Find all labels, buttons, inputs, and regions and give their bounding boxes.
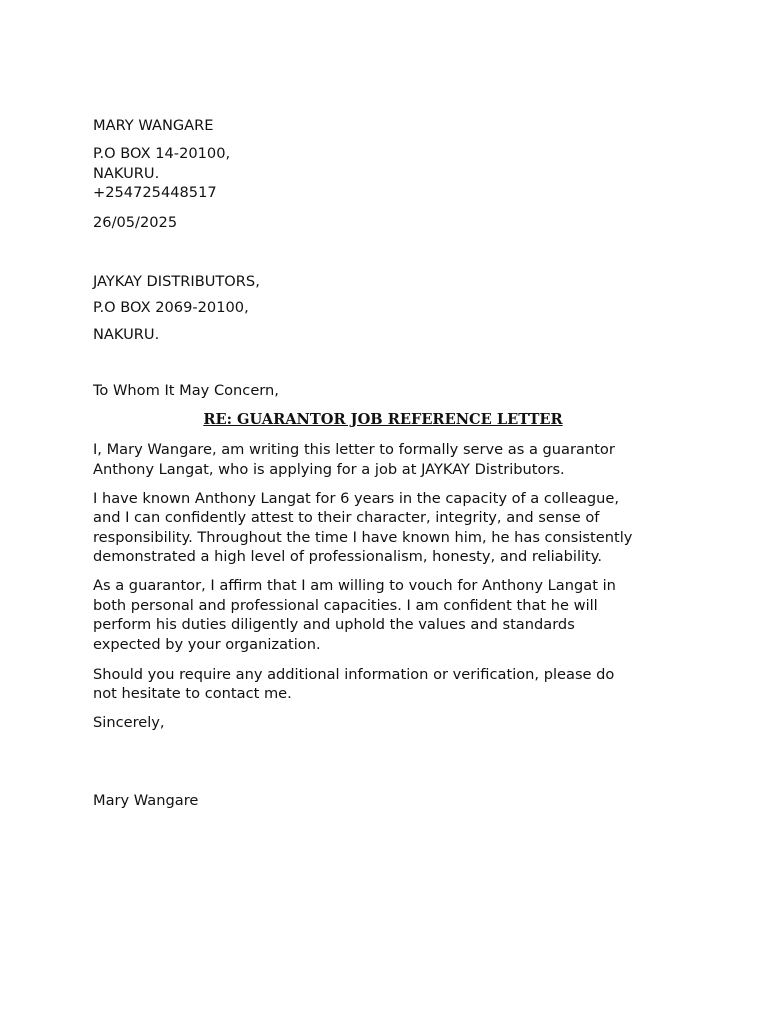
closing: Sincerely, — [93, 714, 165, 731]
paragraph-line: I, Mary Wangare, am writing this letter to formally serve as a guarantor — [93, 441, 615, 458]
sender-address-line2: NAKURU. — [93, 164, 160, 182]
recipient-name: JAYKAY DISTRIBUTORS, — [93, 272, 260, 290]
paragraph-line: expected by your organization. — [93, 635, 321, 653]
body-paragraph-3 — [93, 576, 673, 654]
letter-date: 26/05/2025 — [93, 213, 178, 231]
paragraph-line: responsibility. Throughout the time I have known him, he has consistently — [93, 528, 633, 546]
paragraph-line: and I can confidently attest to their character, integrity, and sense of — [93, 509, 600, 527]
body-paragraph-1 — [93, 440, 673, 479]
paragraph-line: As a guarantor, I affirm that I am willing to vouch for Anthony Langat in — [93, 577, 616, 594]
sender-address-line1: P.O BOX 14-20100, — [93, 145, 231, 162]
paragraph-line: both personal and professional capacities. I am confident that he will — [93, 596, 598, 614]
sender-name: MARY WANGARE — [93, 117, 214, 134]
recipient-address-line1: P.O BOX 2069-20100, — [93, 299, 249, 316]
signature-name: Mary Wangare — [93, 792, 199, 809]
paragraph-line: demonstrated a high level of professionalism, honesty, and reliability. — [93, 548, 602, 566]
recipient-address-line2: NAKURU. — [93, 326, 160, 343]
subject-heading: RE: GUARANTOR JOB REFERENCE LETTER — [203, 411, 563, 428]
paragraph-line: Anthony Langat, who is applying for a job at JAYKAY Distributors. — [93, 460, 565, 478]
paragraph-line: I have known Anthony Langat for 6 years in the capacity of a colleague, — [93, 489, 620, 507]
body-paragraph-4 — [93, 665, 673, 704]
paragraph-line: perform his duties diligently and uphold the values and standards — [93, 616, 575, 634]
salutation: To Whom It May Concern, — [93, 382, 279, 399]
paragraph-line: not hesitate to contact me. — [93, 685, 292, 703]
paragraph-line: Should you require any additional information or verification, please do — [93, 665, 615, 683]
body-paragraph-2 — [93, 489, 673, 567]
sender-phone: +254725448517 — [93, 184, 217, 201]
